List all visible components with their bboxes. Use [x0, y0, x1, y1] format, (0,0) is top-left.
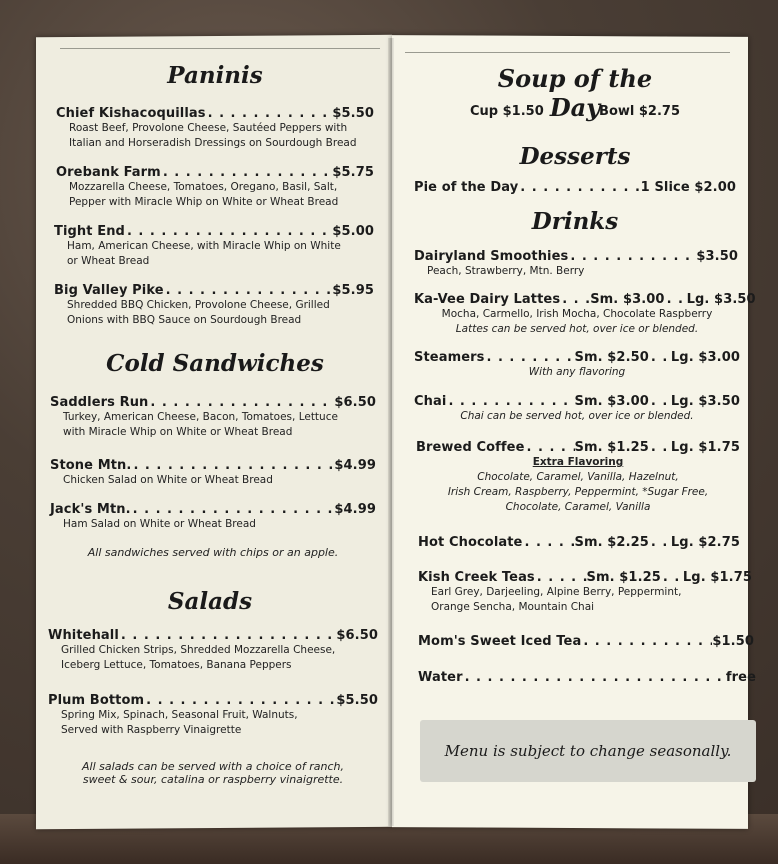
menu-item-dairyland-smoothies: Dairyland Smoothies . . . $3.50 Peach, Strawberry, Mtn. Berry [414, 249, 738, 279]
menu-item-ka-vee-dairy-lattes: Ka-Vee Dairy Lattes . . . Sm. $3.00 . . . Lg. $3.50 Mocha, Carmello, Irish Mocha, Chocolate Raspberry Lattes can be served hot, over ice or blended. [414, 292, 740, 337]
extra-flavoring-label: Extra Flavoring [532, 456, 624, 468]
menu-item-kish-creek-teas: Kish Creek Teas . . . Sm. $1.25 . . . Lg. $1.75 Earl Grey, Darjeeling, Alpine Berry, Peppermint, Orange Sencha, Mountain Chai [418, 570, 752, 615]
soup-bowl-price: Bowl $2.75 [599, 104, 680, 119]
menu-item-orebank-farm: Orebank Farm . . . $5.75 Mozzarella Cheese, Tomatoes, Oregano, Basil, Salt, Pepper with Miracle Whip on White or Wheat Bread [56, 165, 374, 210]
menu-item-saddlers-run: Saddlers Run . . . $6.50 Turkey, American Cheese, Bacon, Tomatoes, Lettuce with Miracle Whip on White or Wheat Bread [50, 395, 376, 440]
salads-heading: Salads [167, 588, 253, 615]
menu-item-big-valley-pike: Big Valley Pike . . . $5.95 Shredded BBQ Chicken, Provolone Cheese, Grilled Onions with BBQ Sauce on Sourdough Bread [54, 283, 374, 328]
menu-item-whitehall: Whitehall . . . $6.50 Grilled Chicken Strips, Shredded Mozzarella Cheese, Iceberg Lettuce, Tomatoes, Banana Peppers [48, 628, 378, 673]
top-rule-left [60, 48, 380, 49]
top-rule-right [405, 52, 730, 53]
menu-fold [388, 38, 394, 826]
cold-sandwiches-heading: Cold Sandwiches [106, 350, 324, 377]
menu-item-hot-chocolate: Hot Chocolate . . . Sm. $2.25 . . . Lg. $2.75 [418, 535, 740, 550]
menu-item-brewed-coffee: Brewed Coffee . . . Sm. $1.25 . . . Lg. $1.75 Extra Flavoring Chocolate, Caramel, Vanilla, Hazelnut, Irish Cream, Raspberry, Peppermint, *Sugar Free, Chocolate, Caramel, Vanilla [416, 440, 740, 515]
salad-note: All salads can be served with a choice of ranch, sweet & sour, catalina or raspberry vinaigrette. [82, 760, 344, 786]
menu-item-jacks-mtn: Jack's Mtn. . . . $4.99 Ham Salad on White or Wheat Bread [50, 502, 376, 532]
menu-item-chief-kishacoquillas: Chief Kishacoquillas . . . $5.50 Roast Beef, Provolone Cheese, Sautéed Peppers with Italian and Horseradish Dressings on Sourdough Bread [56, 106, 374, 151]
desserts-heading: Desserts [519, 143, 631, 170]
sandwich-note: All sandwiches served with chips or an apple. [87, 546, 339, 559]
menu-item-moms-sweet-iced-tea: Mom's Sweet Iced Tea . . . $1.50 [418, 634, 754, 649]
soup-cup-price: Cup $1.50 [470, 104, 544, 119]
paninis-heading: Paninis [167, 62, 263, 89]
menu-item-plum-bottom: Plum Bottom . . . $5.50 Spring Mix, Spinach, Seasonal Fruit, Walnuts, Served with Raspberry Vinaigrette [48, 693, 378, 738]
seasonal-change-banner: Menu is subject to change seasonally. [420, 720, 756, 782]
menu-item-chai: Chai . . . Sm. $3.00 . . . Lg. $3.50 Chai can be served hot, over ice or blended. [414, 394, 740, 424]
menu-item-pie-of-the-day: Pie of the Day . . . 1 Slice $2.00 [414, 180, 736, 195]
soup-heading: Soup of the Day [497, 64, 653, 122]
drinks-heading: Drinks [531, 208, 619, 235]
menu-item-steamers: Steamers . . . Sm. $2.50 . . . Lg. $3.00 With any flavoring [414, 350, 740, 380]
menu-item-tight-end: Tight End . . . $5.00 Ham, American Cheese, with Miracle Whip on White or Wheat Bread [54, 224, 374, 269]
soup-prices [470, 104, 680, 119]
menu-item-stone-mtn: Stone Mtn. . . . $4.99 Chicken Salad on White or Wheat Bread [50, 458, 376, 488]
menu-item-water: Water . . . free [418, 670, 756, 685]
